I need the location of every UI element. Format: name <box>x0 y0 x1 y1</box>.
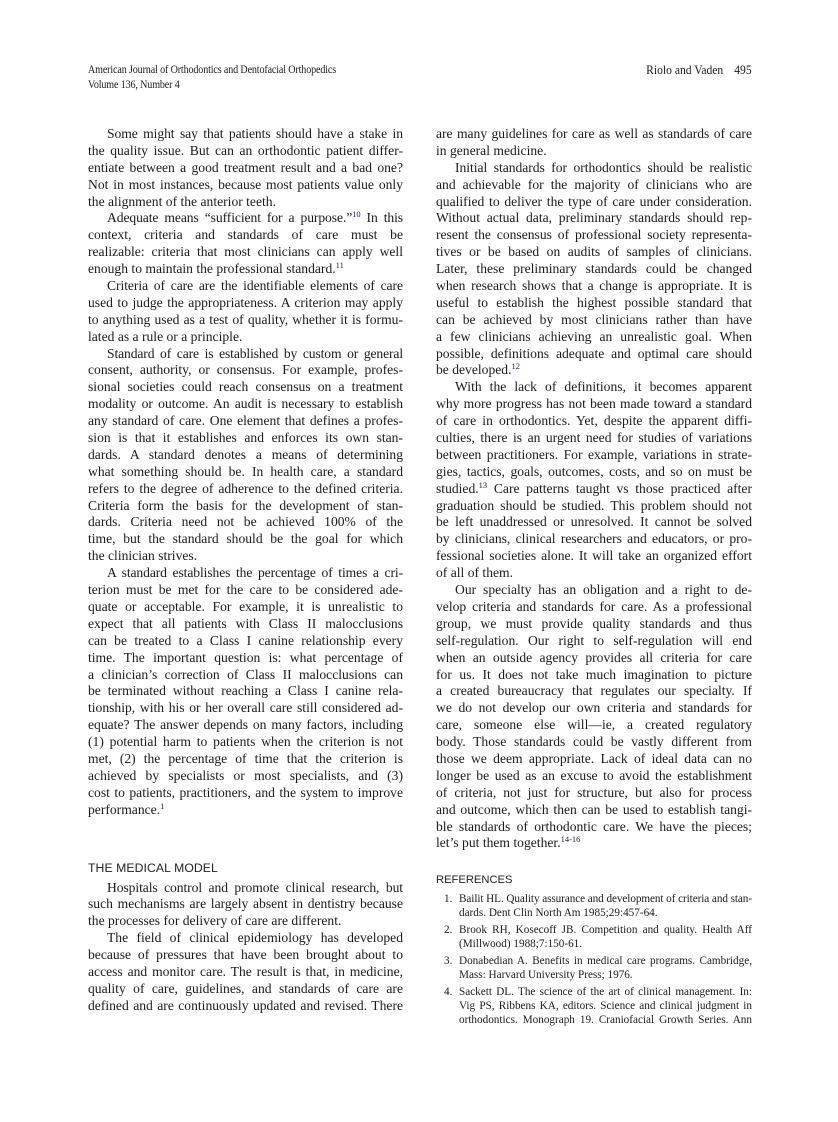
paragraph-clinical-epidemiology <box>88 930 403 1014</box>
text-run: let’s put them together. <box>436 835 561 851</box>
text-line: what something should be. In health care, a standard <box>88 463 403 479</box>
running-header-journal <box>88 63 336 93</box>
text-line: the processes for delivery of care are different. <box>88 913 342 929</box>
reference-list <box>436 892 752 1027</box>
text-line: can be achieved by most clinicians rather than have <box>436 311 752 327</box>
text-line: body. Those standards could be vastly different from <box>436 734 752 750</box>
reference-number: 3. <box>444 955 453 968</box>
text-line: realizable: criteria that most clinicians can apply well <box>88 244 403 260</box>
text-line: the quality issue. But can an orthodontic patient differ- <box>88 142 403 158</box>
text-line: Some might say that patients should have a stake in <box>107 126 403 141</box>
text-line: ble standards of orthodontic care. We have the pieces; <box>436 818 752 834</box>
text-line: refers to the degree of adherence to the defined criteria. <box>88 480 403 496</box>
text-line: Criteria form the basis for the development of stan- <box>88 497 403 513</box>
text-line: are many guidelines for care as well as standards of care <box>436 126 752 141</box>
reference-line: Donabedian A. Benefits in medical care programs. Cambridge, <box>459 955 752 968</box>
paragraph-standard-of-care <box>88 346 403 566</box>
paragraph-initial-standards <box>436 160 752 380</box>
text-line: modality or outcome. An audit is necessary to establish <box>88 396 403 412</box>
text-line: to anything used as a test of quality, whether it is formu- <box>88 311 403 327</box>
text-line: sional societies could reach consensus on a treatment <box>88 379 403 395</box>
text-line: Not in most instances, because most patients value only <box>88 176 403 192</box>
reference-number: 2. <box>444 924 453 937</box>
text-line: resent the consensus of professional society representa- <box>436 227 752 243</box>
text-line: longer be used as an excuse to avoid the establishment <box>436 767 752 783</box>
paragraph-standard-percentage <box>88 565 403 818</box>
text-line: achieved by specialists or most specialists, and (3) <box>88 767 403 783</box>
text-run: Adequate means “sufficient for a purpose.” <box>107 210 353 226</box>
citation-13[interactable]: 13 <box>478 479 488 490</box>
reference-line: Brook RH, Kosecoff JB. Competition and quality. Health Aff <box>459 924 752 937</box>
text-line: dards. A standard denotes a means of determining <box>88 446 403 462</box>
paragraph-lack-of-definitions <box>436 379 752 582</box>
text-line <box>88 210 403 227</box>
reference-number: 4. <box>444 986 453 999</box>
reference-item-1 <box>436 892 752 920</box>
text-line <box>436 481 752 498</box>
text-line: and achievable for the majority of clinicians who are <box>436 176 752 192</box>
reference-line: orthodontics. Monograph 19. Craniofacial Growth Series. Ann <box>459 1014 752 1027</box>
text-run: performance. <box>88 801 161 817</box>
reference-line: Mass: Harvard University Press; 1976. <box>459 969 633 982</box>
text-line: quate or acceptable. For example, it is unrealistic to <box>88 598 403 614</box>
text-line: tionship, with his or her overall care still considered ad- <box>88 700 403 716</box>
right-column <box>436 126 752 1030</box>
text-line: The field of clinical epidemiology has developed <box>107 930 403 946</box>
text-line: any standard of care. One element that defines a profes- <box>88 413 403 429</box>
text-line: quality of care, guidelines, and standards of care are <box>88 980 403 996</box>
reference-number: 1. <box>444 893 453 906</box>
section-gap <box>436 852 752 872</box>
references-heading: REFERENCES <box>436 874 513 887</box>
text-line: possible, definitions adequate and optimal care should <box>436 345 752 361</box>
text-line: culties, there is an urgent need for studies of variations <box>436 430 752 446</box>
text-line: terion must be met for the care to be considered ade- <box>88 582 403 598</box>
text-line: the clinician strives. <box>88 548 198 564</box>
citation-11[interactable]: 11 <box>335 260 344 271</box>
text-line: for us. It does not take much imagination to picture <box>436 666 752 682</box>
article-authors: Riolo and Vaden <box>646 63 724 77</box>
text-line: Without actual data, preliminary standards should rep- <box>436 210 752 226</box>
text-line: of all of them. <box>436 565 514 581</box>
text-line: self-regulation. Our right to self-regulation will end <box>436 632 752 648</box>
citation-10[interactable]: 10 <box>352 209 361 220</box>
paragraph-adequate <box>88 210 403 278</box>
text-line: by clinicians, clinical researchers and educators, or pro- <box>436 531 752 547</box>
reference-line: Bailit HL. Quality assurance and development of criteria and stan- <box>459 893 752 906</box>
text-line: cost to patients, practitioners, and the system to improve <box>88 784 403 800</box>
paragraph-criteria-of-care <box>88 278 403 346</box>
text-line: met, (2) the percentage of time that the criterion is <box>88 750 403 766</box>
citation-12[interactable]: 12 <box>511 361 520 372</box>
journal-title: American Journal of Orthodontics and Dentofacial Orthopedics <box>88 64 337 76</box>
text-line: in general medicine. <box>436 142 547 158</box>
text-line: time, but the standard should be the goal for which <box>88 531 403 547</box>
left-column <box>88 126 403 1015</box>
text-line: Initial standards for orthodontics should be realistic <box>455 159 752 175</box>
text-line: velop criteria and standards for care. As a professional <box>436 598 752 614</box>
text-line <box>88 261 403 278</box>
text-line: Later, these preliminary standards could be changed <box>436 261 752 277</box>
text-line: care, someone else will—ie, a created regulatory <box>436 717 752 733</box>
text-run: be developed. <box>436 362 512 378</box>
text-line <box>436 362 752 379</box>
text-line: A standard establishes the percentage of times a cri- <box>107 565 403 581</box>
page-number: 495 <box>734 63 752 77</box>
text-line: dards. Criteria need not be achieved 100% of the <box>88 514 403 530</box>
text-line: lated as a rule or a principle. <box>88 328 243 344</box>
citation-1[interactable]: 1 <box>160 800 165 811</box>
text-line: why more progress has not been made toward a standard <box>436 396 752 412</box>
text-line: Standard of care is established by custom or general <box>107 345 403 361</box>
reference-line: Sackett DL. The science of the art of clinical management. In: <box>459 986 752 999</box>
text-line: those we deem appropriate. Lack of ideal data can no <box>436 750 752 766</box>
text-line: qualified to deliver the type of care under consideration. <box>436 193 752 209</box>
reference-item-2 <box>436 923 752 951</box>
text-line: consent, authority, or consensus. For example, profes- <box>88 362 403 378</box>
section-gap <box>88 819 403 861</box>
running-header-page <box>647 63 752 78</box>
text-line: With the lack of definitions, it becomes apparent <box>455 379 752 395</box>
text-line: and outcome, which then can be used to establish tangi- <box>436 801 752 817</box>
text-line <box>436 835 752 852</box>
paragraph-guidelines-continued <box>436 126 752 160</box>
text-line: the alignment of the anterior teeth. <box>88 193 276 209</box>
paragraph-stake-in-quality <box>88 126 403 210</box>
text-line: context, criteria and standards of care must be <box>88 227 403 243</box>
text-line: a few clinicians achieving an unrealistic goal. When <box>436 328 752 344</box>
reference-line: Vig PS, Ribbens KA, editors. Science and clinical judgment in <box>459 1000 752 1013</box>
text-line: useful to establish the highest possible standard that <box>436 294 752 310</box>
text-line: when an outside agency provides all criteria for care <box>436 649 752 665</box>
text-run: Care patterns taught vs those practiced after <box>493 480 752 496</box>
text-line: entiate between a good treatment result and a bad one? <box>88 159 403 175</box>
text-line: expect that all patients with Class II malocclusions <box>88 615 403 631</box>
text-line: Our specialty has an obligation and a right to de- <box>455 582 752 598</box>
text-line: sion is that it establishes and enforces its own stan- <box>88 430 403 446</box>
text-run: studied. <box>436 480 479 496</box>
text-line: be left unaddressed or unresolved. It cannot be solved <box>436 514 752 530</box>
reference-item-3 <box>436 954 752 982</box>
text-line: used to judge the appropriateness. A criterion may apply <box>88 294 403 310</box>
text-line: a created bureaucracy that regulates our specialty. If <box>436 683 752 699</box>
text-line: of care in orthodontics. Yet, despite the apparent diffi- <box>436 413 752 429</box>
text-line: graduation should be studied. This problem should not <box>436 497 752 513</box>
text-line: gies, tactics, goals, outcomes, costs, and so on must be <box>436 463 752 479</box>
text-line: Criteria of care are the identifiable elements of care <box>107 278 403 294</box>
text-line: tives or be based on audits of samples of clinicians. <box>436 244 752 260</box>
text-line <box>88 802 403 819</box>
text-line: access and monitor care. The result is that, in medicine, <box>88 963 403 979</box>
text-line: be terminated without reaching a Class I canine rela- <box>88 683 403 699</box>
text-line: defined and are continuously updated and revised. There <box>88 997 403 1013</box>
text-line: group, we must provide quality standards and thus <box>436 615 752 631</box>
text-line: because of pressures that have been brought about to <box>88 947 403 963</box>
text-line: we do not develop our own criteria and standards for <box>436 700 752 716</box>
text-line: can be treated to a Class I canine relationship every <box>88 632 403 648</box>
text-run: In this <box>366 210 403 226</box>
paragraph-hospitals <box>88 880 403 931</box>
text-line: (1) potential harm to patients when the criterion is not <box>88 734 403 750</box>
text-line: when research shows that a change is appropriate. It is <box>436 278 752 294</box>
text-run: enough to maintain the professional standard. <box>88 261 336 277</box>
reference-item-4 <box>436 985 752 1027</box>
text-line: a clinician’s correction of Class II malocclusions can <box>88 666 403 682</box>
reference-line: dards. Dent Clin North Am 1985;29:457-64. <box>459 907 658 920</box>
text-line: between practitioners. For example, variations in strate- <box>436 446 752 462</box>
paragraph-our-specialty <box>436 582 752 852</box>
text-line: such mechanisms are largely absent in dentistry because <box>88 896 403 912</box>
citation-14-16[interactable]: 14-16 <box>560 834 581 845</box>
text-line: time. The important question is: what percentage of <box>88 649 403 665</box>
text-line: fessional societies alone. It will take an organized effort <box>436 548 752 564</box>
text-line: Hospitals control and promote clinical research, but <box>107 879 403 895</box>
reference-line: (Millwood) 1988;7:150-61. <box>459 938 583 951</box>
section-heading-medical-model: THE MEDICAL MODEL <box>88 860 218 875</box>
text-line: of criteria, not just for structure, but also for process <box>436 784 752 800</box>
text-line: equate? The answer depends on many factors, including <box>88 717 403 733</box>
journal-volume: Volume 136, Number 4 <box>88 79 180 91</box>
